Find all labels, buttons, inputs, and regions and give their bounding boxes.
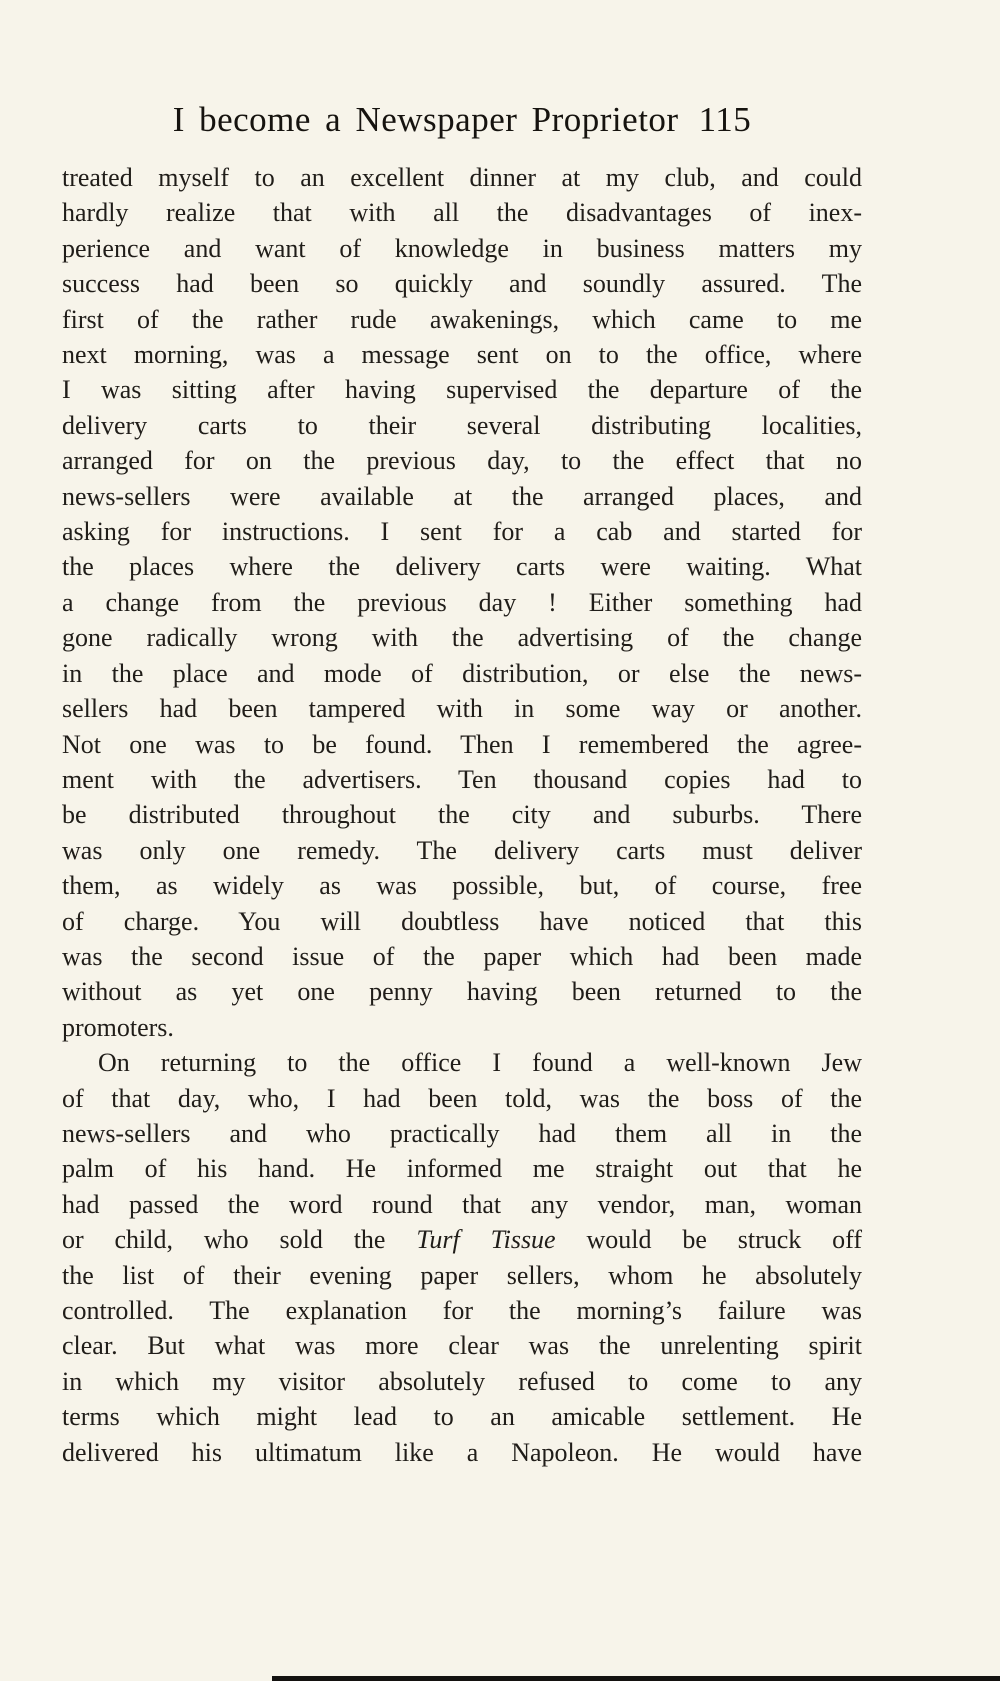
text-line [62,868,862,903]
text-segment: success had been so quickly and soundly assured. The [62,269,862,299]
text-segment: in which my visitor absolutely refused to come to any [62,1366,862,1396]
text-line [62,302,862,337]
text-line [62,1258,862,1293]
text-line [62,656,862,691]
text-line [62,266,862,301]
text-line [62,620,862,655]
text-segment: in the place and mode of distribution, or else the news- [62,658,862,688]
text-segment: delivered his ultimatum like a Napoleon. He would have [62,1437,862,1467]
text-line [62,1293,862,1328]
text-segment: palm of his hand. He informed me straight out that he [62,1154,862,1184]
text-line [62,1222,862,1257]
text-segment: was only one remedy. The delivery carts must deliver [62,835,862,865]
text-line [62,337,862,372]
text-segment: the list of their evening paper sellers, whom he absolutely [62,1260,862,1290]
text-line [62,372,862,407]
text-segment: clear. But what was more clear was the unrelenting spirit [62,1331,862,1361]
text-line [62,691,862,726]
text-line [62,939,862,974]
text-line [62,833,862,868]
text-line [62,904,862,939]
text-segment: the places where the delivery carts were waiting. What [62,552,862,582]
text-segment: of that day, who, I had been told, was the boss of the [62,1083,862,1113]
scan-edge-shadow [272,1676,1000,1681]
text-segment: arranged for on the previous day, to the effect that no [62,446,862,476]
text-line [62,1010,862,1045]
text-line [62,1151,862,1186]
text-segment: asking for instructions. I sent for a cab and started for [62,517,862,547]
text-segment: or child, who sold the [62,1225,417,1255]
text-segment: of charge. You will doubtless have noticed that this [62,906,862,936]
text-line [62,762,862,797]
text-line [62,514,862,549]
text-line [62,1328,862,1363]
text-line [62,974,862,1009]
italic-phrase: Turf Tissue [416,1225,556,1255]
text-segment: had passed the word round that any vendor, man, woman [62,1189,862,1219]
text-line [62,727,862,762]
text-segment: them, as widely as was possible, but, of course, free [62,871,862,901]
text-segment: a change from the previous day ! Either something had [62,587,862,617]
text-segment: promoters. [62,1012,174,1042]
text-segment: I was sitting after having supervised the departure of the [62,375,862,405]
text-line [62,195,862,230]
text-line [62,160,862,195]
text-segment: delivery carts to their several distributing localities, [62,410,862,440]
text-segment: ment with the advertisers. Ten thousand copies had to [62,764,862,794]
text-line [62,585,862,620]
text-line [62,797,862,832]
text-line [62,408,862,443]
text-line [62,443,862,478]
text-segment: controlled. The explanation for the morning’s failure was [62,1296,862,1325]
text-line [62,1399,862,1434]
text-line [62,1045,862,1080]
text-segment: without as yet one penny having been returned to the [62,977,862,1007]
text-line [62,231,862,266]
text-segment: gone radically wrong with the advertising of the change [62,623,862,653]
text-segment: terms which might lead to an amicable settlement. He [62,1402,862,1432]
page-body [62,160,862,1470]
text-segment: On returning to the office I found a well-known Jew [98,1048,862,1078]
paragraph [62,1045,862,1470]
text-line [62,1435,862,1470]
text-segment: would be struck off [555,1225,862,1255]
text-segment: next morning, was a message sent on to the office, where [62,340,862,370]
paragraph [62,160,862,1045]
text-line [62,549,862,584]
text-segment: news-sellers and who practically had them all in the [62,1118,862,1148]
text-segment: be distributed throughout the city and suburbs. There [62,800,862,830]
page-title: I become a Newspaper Proprietor [172,100,679,139]
text-line [62,479,862,514]
text-segment: Not one was to be found. Then I remembered the agree- [62,729,862,759]
running-head [62,100,862,140]
text-line [62,1116,862,1151]
text-line [62,1081,862,1116]
text-segment: sellers had been tampered with in some way or another. [62,694,862,724]
text-segment: hardly realize that with all the disadvantages of inex- [62,198,862,228]
text-segment: news-sellers were available at the arranged places, and [62,481,862,511]
page-number: 115 [698,100,752,139]
text-segment: perience and want of knowledge in business matters my [62,233,862,263]
text-line [62,1364,862,1399]
text-line [62,1187,862,1222]
text-segment: was the second issue of the paper which had been made [62,941,862,971]
text-segment: first of the rather rude awakenings, which came to me [62,304,862,334]
text-segment: treated myself to an excellent dinner at my club, and could [62,163,862,192]
